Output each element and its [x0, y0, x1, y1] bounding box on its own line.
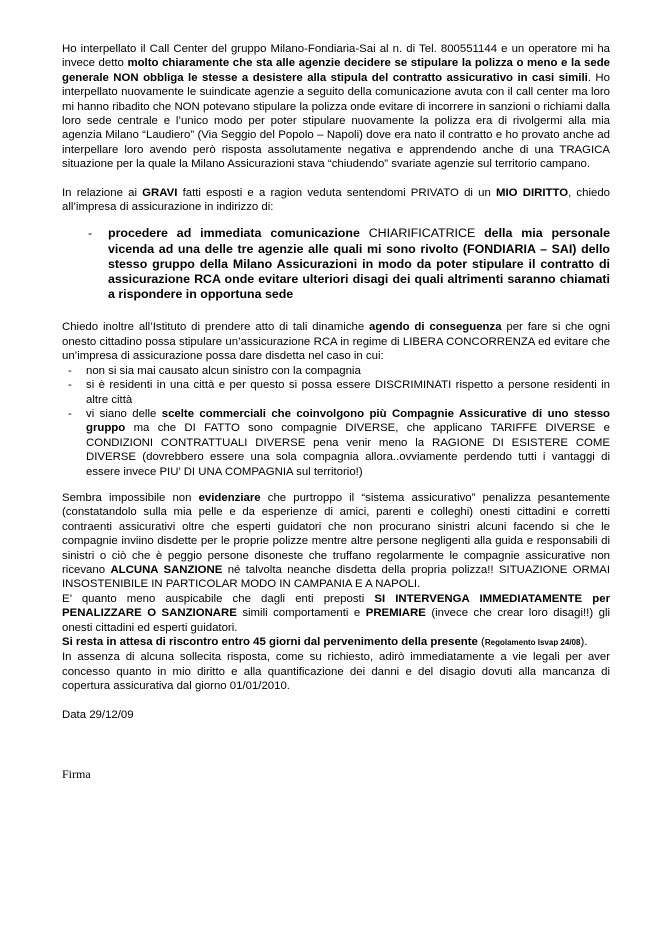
list-item: - vi siano delle scelte commerciali che coinvolgono più Compagnie Assicurative di uno stesso gruppo ma che DI FATTO sono compagnie DIVERSE, che applicano TARIFFE DIVERSE e CONDIZIONI CONTRATTUALI DIVERSE pena venir meno la RAGIONE DI ESISTERE COME DIVERSE (dovrebbero essere una sola compagnia allora..ovviamente perdendo tutti i vantaggi di essere invece PIU’ DI UNA COMPAGNIA sul territorio!): [68, 407, 610, 478]
list-item: - non si sia mai causato alcun sinistro con la compagnia: [68, 364, 361, 377]
letter-body: [62, 42, 610, 722]
signature-label: Firma: [62, 767, 91, 781]
paragraph-legal-action: In assenza di alcuna sollecita risposta, come su richiesto, adirò immediatamente a vie legali per aver concesso quanto in mio diritto e alla quantificazione dei danni e del disagio dovuti alla mancanza di copertura assicurativa dal giorno 01/01/2010.: [62, 651, 610, 693]
paragraph-request-intro: In relazione ai GRAVI fatti esposti e a ragion veduta sentendomi PRIVATO di un MIO DIRITTO, chiedo all’impresa di assicurazione in indirizzo di:: [62, 186, 610, 214]
date-line: Data 29/12/09: [62, 708, 134, 721]
request-item: - procedere ad immediata comunicazione CHIARIFICATRICE della mia personale vicenda ad una delle tre agenzie alle quali mi sono rivolto (FONDIARIA – SAI) dello stesso gruppo della Milano Assicurazioni in modo da poter stipulare il contratto di assicurazione RCA onde evitare ulteriori disagi dei quali altrimenti saranno chiamati a rispondere in opportuna sede: [88, 226, 611, 302]
paragraph-deadline: Si resta in attesa di riscontro entro 45 giorni dal pervenimento della presente (Regolamento Isvap 24/08).: [62, 636, 588, 649]
paragraph-system: Sembra impossibile non evidenziare che purtroppo il “sistema assicurativo” penalizza pesantemente (constatandolo sulla mia pelle e da esperienze di amici, parenti e colleghi) onesti cittadini e corretti contraenti assicurativi oltre che esperti guidatori che non procurano sinistri alcuni facendo si che le compagnie inviino disdette per le proprie polizze mentre altre persone negligenti alla guida e responsabili di sinistri o ciò che è peggio persone disoneste che truffano regolarmente le compagnie assicurative non ricevano ALCUNA SANZIONE né talvolta neanche disdetta della propria polizza!! SITUAZIONE ORMAI INSOSTENIBILE IN PARTICOLAR MODO IN CAMPANIA E A NAPOLI.: [62, 491, 610, 591]
list-item: - si è residenti in una città e per questo si possa essere DISCRIMINATI rispetto a persone residenti in altre città: [68, 379, 610, 406]
cases-list: [62, 364, 610, 479]
paragraph-auspicabile: E’ quanto meno auspicabile che dagli enti preposti SI INTERVENGA IMMEDIATAMENTE per PENALIZZARE O SANZIONARE simili comportamenti e PREMIARE (invece che crear loro disagi!!) gli onesti cittadini ed esperti guidatori.: [62, 592, 611, 634]
paragraph-call-center: Ho interpellato il Call Center del gruppo Milano-Fondiaria-Sai al n. di Tel. 800551144 e un operatore mi ha invece detto molto chiaramente che sta alle agenzie decidere se stipulare la polizza o meno e la sede generale NON obbliga le stesse a desistere alla stipula del contratto assicurativo in casi simili. Ho interpellato nuovamente le suindicate agenzie a seguito della comunicazione avuta con il call center ma loro mi hanno ribadito che NON potevano stipulare la polizza onde evitare di incorrere in sanzioni o richiami dalla loro sede centrale e l’unico modo per poter stipulare nuovamente la polizza era di rivolgermi alla mia agenzia Milano “Laudiero” (Via Seggio del Popolo – Napoli) dove era nato il contratto e ho provato anche ad interpellare loro avendo però risposta assolutamente negativa e apprendendo anche di una TRAGICA situazione per la quale la Milano Assicurazioni stava “chiudendo” svariate agenzie sul territorio campano.: [62, 43, 611, 171]
paragraph-institute: Chiedo inoltre all’Istituto di prendere atto di tali dinamiche agendo di conseguenza per fare si che ogni onesto cittadino possa stipulare un’assicurazione RCA in regime di LIBERA CONCORRENZA ed evitare che un’impresa di assicurazione possa dare disdetta nel caso in cui:: [62, 321, 610, 363]
bullet-dash: -: [88, 226, 93, 241]
